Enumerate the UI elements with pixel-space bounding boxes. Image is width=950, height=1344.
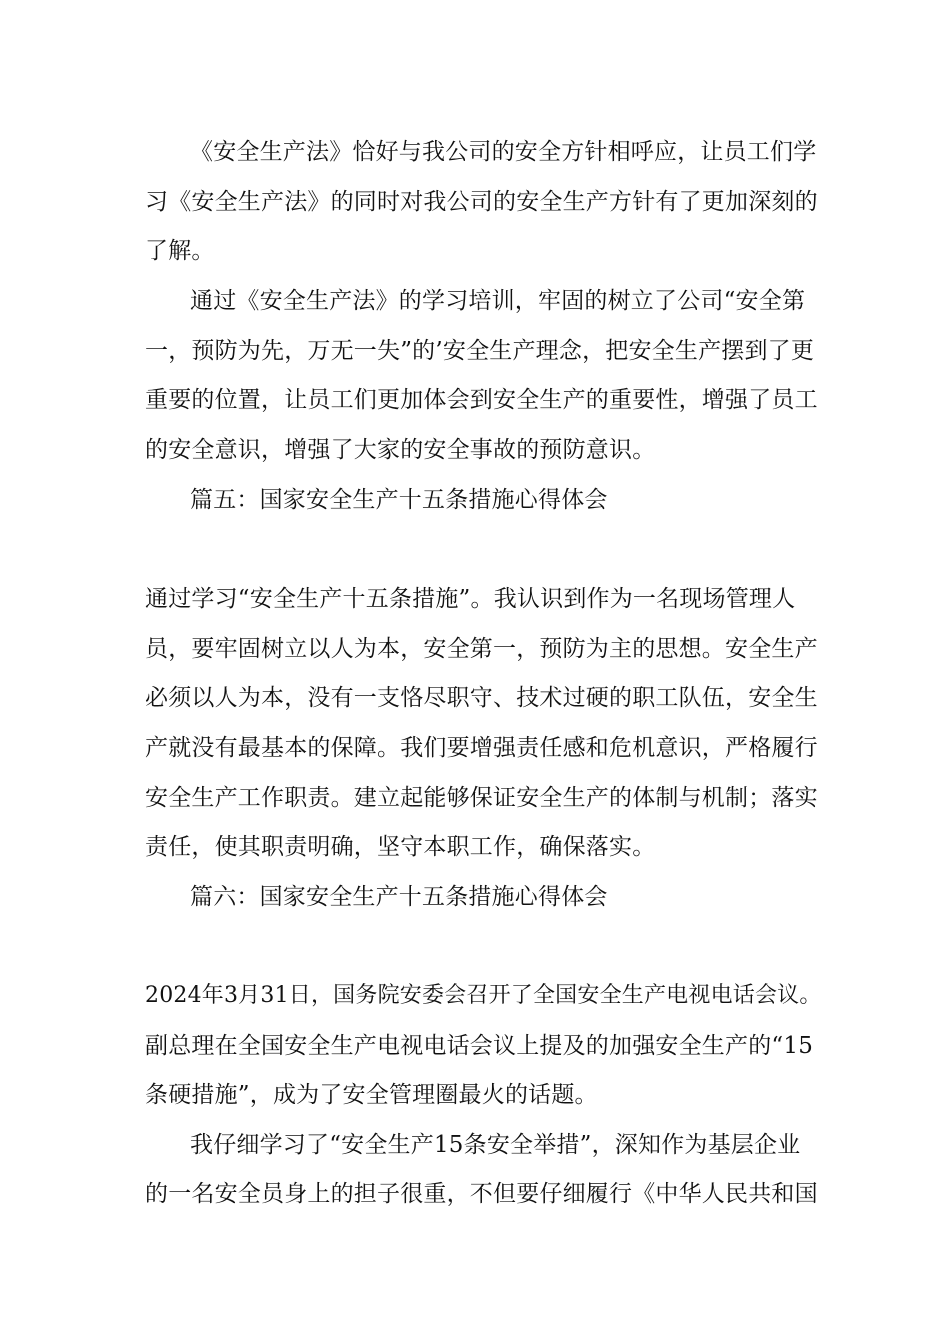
paragraph-line: 《安全生产法》恰好与我公司的安全方针相呼应，让员工们学 — [190, 139, 817, 165]
paragraph-line: 条硬措施”，成为了安全管理圈最火的话题。 — [145, 1082, 598, 1108]
paragraph-line: 重要的位置，让员工们更加体会到安全生产的重要性，增强了员工 — [145, 387, 818, 413]
paragraph-line: 习《安全生产法》的同时对我公司的安全生产方针有了更加深刻的 — [145, 189, 818, 215]
paragraph-line: 2024年3月31日，国务院安委会召开了全国安全生产电视电话会议。 — [145, 983, 822, 1008]
section-heading: 篇六：国家安全生产十五条措施心得体会 — [190, 884, 608, 910]
paragraph-line: 员，要牢固树立以人为本，安全第一，预防为主的思想。安全生产 — [145, 636, 818, 662]
paragraph-line: 的一名安全员身上的担子很重，不但要仔细履行《中华人民共和国 — [145, 1181, 818, 1207]
paragraph-line: 了解。 — [145, 238, 215, 264]
paragraph-line: 通过《安全生产法》的学习培训，牢固的树立了公司“安全第 — [190, 288, 806, 314]
paragraph-line: 通过学习“安全生产十五条措施”。我认识到作为一名现场管理人 — [145, 586, 796, 612]
paragraph-line: 安全生产工作职责。建立起能够保证安全生产的体制与机制；落实 — [145, 785, 818, 811]
paragraph-line: 必须以人为本，没有一支恪尽职守、技术过硬的职工队伍，安全生 — [145, 685, 818, 711]
paragraph-line: 副总理在全国安全生产电视电话会议上提及的加强安全生产的“15 — [145, 1033, 814, 1059]
section-heading: 篇五：国家安全生产十五条措施心得体会 — [190, 487, 608, 513]
paragraph-line: 一，预防为先，万无一失”的’安全生产理念，把安全生产摆到了更 — [145, 338, 815, 364]
paragraph-line: 的安全意识，增强了大家的安全事故的预防意识。 — [145, 437, 656, 463]
paragraph-line: 责任，使其职责明确，坚守本职工作，确保落实。 — [145, 834, 656, 860]
paragraph-line: 产就没有最基本的保障。我们要增强责任感和危机意识，严格履行 — [145, 735, 818, 761]
paragraph-line: 我仔细学习了“安全生产15条安全举措”，深知作为基层企业 — [190, 1132, 801, 1158]
